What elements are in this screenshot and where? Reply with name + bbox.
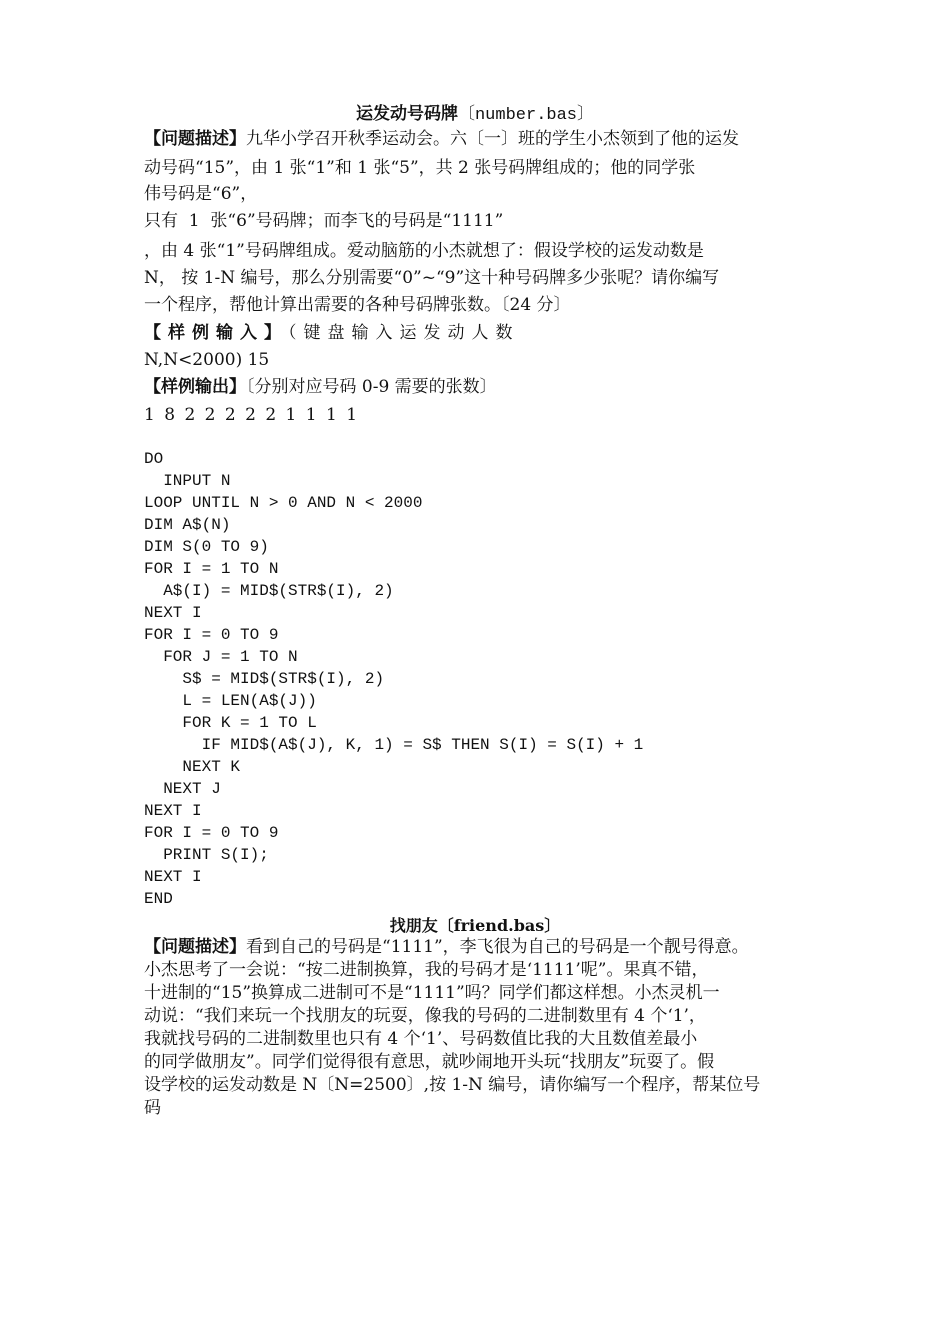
problem1-desc-line-3: 伟号码是“6”， xyxy=(144,184,258,204)
problem1-desc-line-7: 一个程序，帮他计算出需要的各种号码牌张数。〔24 分〕 xyxy=(144,295,571,315)
sample-output-text: 〔分别对应号码 0-9 需要的张数〕 xyxy=(246,377,497,397)
problem2-desc-line-1 xyxy=(144,936,812,959)
code-block xyxy=(144,448,643,910)
problem2-desc-line-5: 我就找号码的二进制数里也只有 4 个‘1’、号码数值比我的大且数值差最小 xyxy=(144,1029,698,1049)
code-line: FOR I = 0 TO 9 xyxy=(144,824,279,842)
code-line: DIM A$(N) xyxy=(144,516,231,534)
code-line: DO xyxy=(144,450,164,468)
code-line: S$ = MID$(STR$(I), 2) xyxy=(144,670,385,688)
code-line: FOR I = 1 TO N xyxy=(144,560,279,578)
code-line: LOOP UNTIL N > 0 AND N < 2000 xyxy=(144,494,423,512)
problem2-desc-label: 【问题描述】 xyxy=(144,937,246,957)
code-line: NEXT K xyxy=(144,758,241,776)
code-line: PRINT S(I); xyxy=(144,846,269,864)
problem2-description xyxy=(144,936,812,1120)
problem2-desc-line-3: 十进制的“15”换算成二进制可不是“1111”吗？同学们都这样想。小杰灵机一 xyxy=(144,983,720,1003)
problem1-desc-line-5: ，由 4 张“1”号码牌组成。爱动脑筋的小杰就想了：假设学校的运发动数是 xyxy=(144,241,704,261)
code-line: IF MID$(A$(J), K, 1) = S$ THEN S(I) = S(I) + 1 xyxy=(144,736,644,754)
sample-input-text: （键盘输入运发动人数 xyxy=(288,323,520,343)
problem2-desc-text-1: 看到自己的号码是“1111”，李飞很为自己的号码是一个靓号得意。 xyxy=(246,937,749,957)
code-line: NEXT I xyxy=(144,802,202,820)
sample-input-label: 【样例输入】 xyxy=(144,323,288,343)
code-line: NEXT I xyxy=(144,604,202,622)
problem1-desc-line-4: 只有 1 张“6”号码牌；而李飞的号码是“1111” xyxy=(144,211,504,231)
problem2-title: 找朋友〔friend.bas〕 xyxy=(389,916,561,935)
sample-input-line xyxy=(144,322,520,344)
problem2-desc-line-6: 的同学做朋友”。同学们觉得很有意思，就吵闹地开头玩“找朋友”玩耍了。假 xyxy=(144,1052,715,1072)
code-line: FOR J = 1 TO N xyxy=(144,648,298,666)
code-line: A$(I) = MID$(STR$(I), 2) xyxy=(144,582,394,600)
problem1-desc-line-1 xyxy=(144,128,739,150)
sample-input-value: N,N<2000) 15 xyxy=(144,350,270,370)
code-line: DIM S(0 TO 9) xyxy=(144,538,269,556)
problem1-desc-text-1: 九华小学召开秋季运动会。六〔一〕班的学生小杰领到了他的运发 xyxy=(246,129,739,149)
problem1-title-text: 运发动号码牌 xyxy=(355,104,458,124)
code-line: NEXT I xyxy=(144,868,202,886)
code-line: FOR K = 1 TO L xyxy=(144,714,317,732)
problem1-desc-line-6: N， 按 1-N 编号，那么分别需要“0”~“9”这十种号码牌多少张呢？请你编写 xyxy=(144,268,720,288)
problem1-desc-label: 【问题描述】 xyxy=(144,129,246,149)
sample-output-label: 【样例输出】 xyxy=(144,377,246,397)
code-line: FOR I = 0 TO 9 xyxy=(144,626,279,644)
code-line: INPUT N xyxy=(144,472,231,490)
problem2-desc-line-2: 小杰思考了一会说：“按二进制换算，我的号码才是‘1111’呢”。果真不错， xyxy=(144,960,709,980)
code-line: END xyxy=(144,890,173,908)
problem2-desc-line-8: 码 xyxy=(144,1098,161,1118)
problem1-title xyxy=(0,99,950,125)
code-line: L = LEN(A$(J)) xyxy=(144,692,317,710)
problem1-desc-line-2: 动号码“15”，由 1 张“1”和 1 张“5”，共 2 张号码牌组成的；他的同学张 xyxy=(144,158,696,178)
sample-output-values: 1 8 2 2 2 2 2 1 1 1 1 xyxy=(144,405,360,425)
code-line: NEXT J xyxy=(144,780,221,798)
problem2-desc-line-7: 设学校的运发动数是 N〔N=2500〕,按 1-N 编号，请你编写一个程序，帮某位号 xyxy=(144,1075,761,1095)
sample-output-line xyxy=(144,376,497,398)
problem2-desc-line-4: 动说：“我们来玩一个找朋友的玩耍，像我的号码的二进制数里有 4 个‘1’， xyxy=(144,1006,706,1026)
problem1-title-file: 〔number.bas〕 xyxy=(457,106,595,125)
